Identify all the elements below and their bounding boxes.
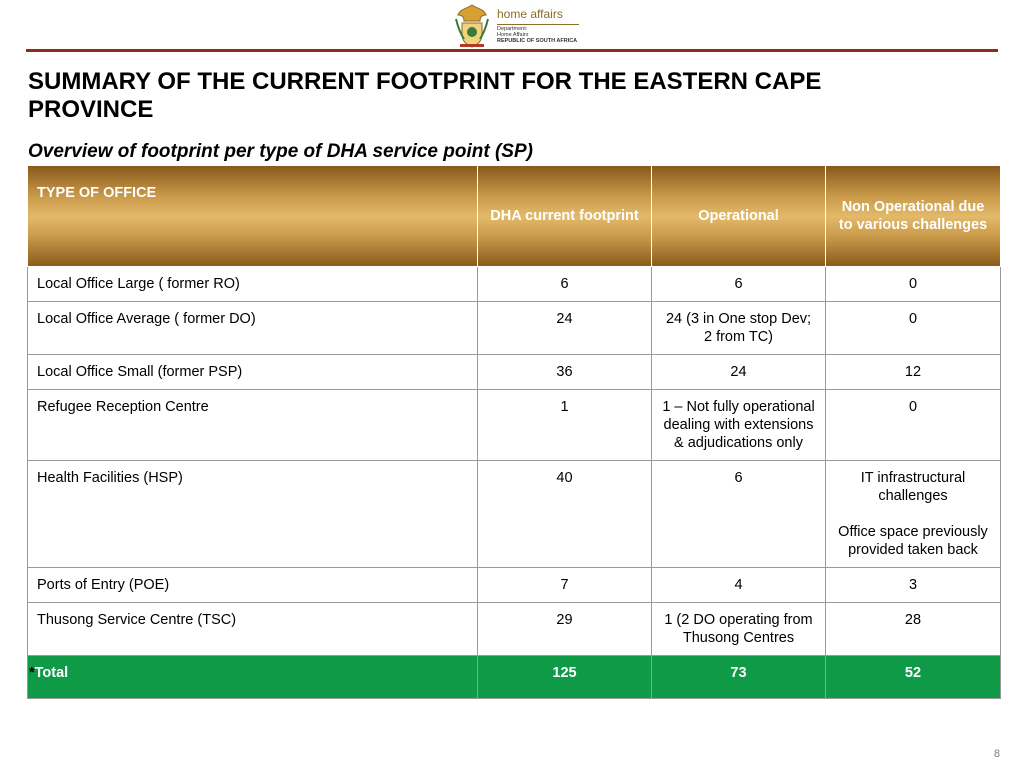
header-dha-current-footprint: DHA current footprint <box>478 166 652 267</box>
cell-footprint: 1 <box>478 390 652 461</box>
cell-footprint: 40 <box>478 461 652 568</box>
table-row <box>28 390 1001 461</box>
table-row <box>28 302 1001 355</box>
cell-type: Refugee Reception Centre <box>28 390 478 461</box>
home-affairs-logo <box>452 3 592 49</box>
cell-type: Thusong Service Centre (TSC) <box>28 603 478 656</box>
total-label: Total <box>34 665 69 681</box>
table-row <box>28 355 1001 390</box>
page-number: 8 <box>993 748 1000 760</box>
logo-rule <box>497 24 579 25</box>
footprint-table <box>27 165 1001 699</box>
cell-footprint: 24 <box>478 302 652 355</box>
non-operational-reason-1: IT infrastructural challenges <box>860 470 966 504</box>
cell-operational: 24 <box>652 355 826 390</box>
cell-footprint: 29 <box>478 603 652 656</box>
cell-non-operational: 0 <box>826 390 1001 461</box>
header-operational: Operational <box>652 166 826 267</box>
cell-operational: 24 (3 in One stop Dev; 2 from TC) <box>652 302 826 355</box>
table-row <box>28 267 1001 302</box>
cell-operational: 1 – Not fully operational dealing with extensions & adjudications only <box>652 390 826 461</box>
cell-footprint: 7 <box>478 568 652 603</box>
cell-footprint: 6 <box>478 267 652 302</box>
cell-operational: 6 <box>652 267 826 302</box>
table-row <box>28 603 1001 656</box>
table-header-row <box>28 166 1001 267</box>
non-operational-reason-2: Office space previously provided taken back <box>838 524 988 558</box>
logo-brand-text: home affairs <box>497 7 563 21</box>
total-label-cell <box>28 656 478 699</box>
logo-dept-line-1: Department: <box>497 26 528 32</box>
cell-non-operational: 0 <box>826 302 1001 355</box>
coat-of-arms-icon <box>452 3 492 49</box>
logo-dept-line-3: REPUBLIC OF SOUTH AFRICA <box>497 38 578 44</box>
cell-non-operational: 12 <box>826 355 1001 390</box>
cell-operational: 4 <box>652 568 826 603</box>
cell-non-operational: 28 <box>826 603 1001 656</box>
cell-type: Local Office Small (former PSP) <box>28 355 478 390</box>
cell-operational: 6 <box>652 461 826 568</box>
header-type-of-office: TYPE OF OFFICE <box>28 166 478 267</box>
cell-footprint: 36 <box>478 355 652 390</box>
header-non-operational: Non Operational due to various challenges <box>826 166 1001 267</box>
footprint-table-container <box>27 165 1000 699</box>
cell-non-operational: 0 <box>826 267 1001 302</box>
table-row <box>28 461 1001 568</box>
cell-non-operational: 3 <box>826 568 1001 603</box>
header-divider <box>26 49 998 52</box>
cell-type: Local Office Large ( former RO) <box>28 267 478 302</box>
cell-type: Health Facilities (HSP) <box>28 461 478 568</box>
cell-non-operational <box>826 461 1001 568</box>
cell-type: Local Office Average ( former DO) <box>28 302 478 355</box>
slide-subtitle: Overview of footprint per type of DHA service point (SP) <box>28 141 533 162</box>
total-row <box>28 656 1001 699</box>
logo-department <box>497 26 577 44</box>
logo-dept-line-2: Home Affairs <box>497 32 529 38</box>
table-row <box>28 568 1001 603</box>
total-asterisk: * <box>29 665 35 681</box>
total-footprint: 125 <box>478 656 652 699</box>
cell-spacer <box>834 505 992 523</box>
total-non-operational: 52 <box>826 656 1001 699</box>
total-operational: 73 <box>652 656 826 699</box>
cell-operational: 1 (2 DO operating from Thusong Centres <box>652 603 826 656</box>
slide-title: SUMMARY OF THE CURRENT FOOTPRINT FOR THE EASTERN CAPE PROVINCE <box>28 68 822 123</box>
cell-type: Ports of Entry (POE) <box>28 568 478 603</box>
